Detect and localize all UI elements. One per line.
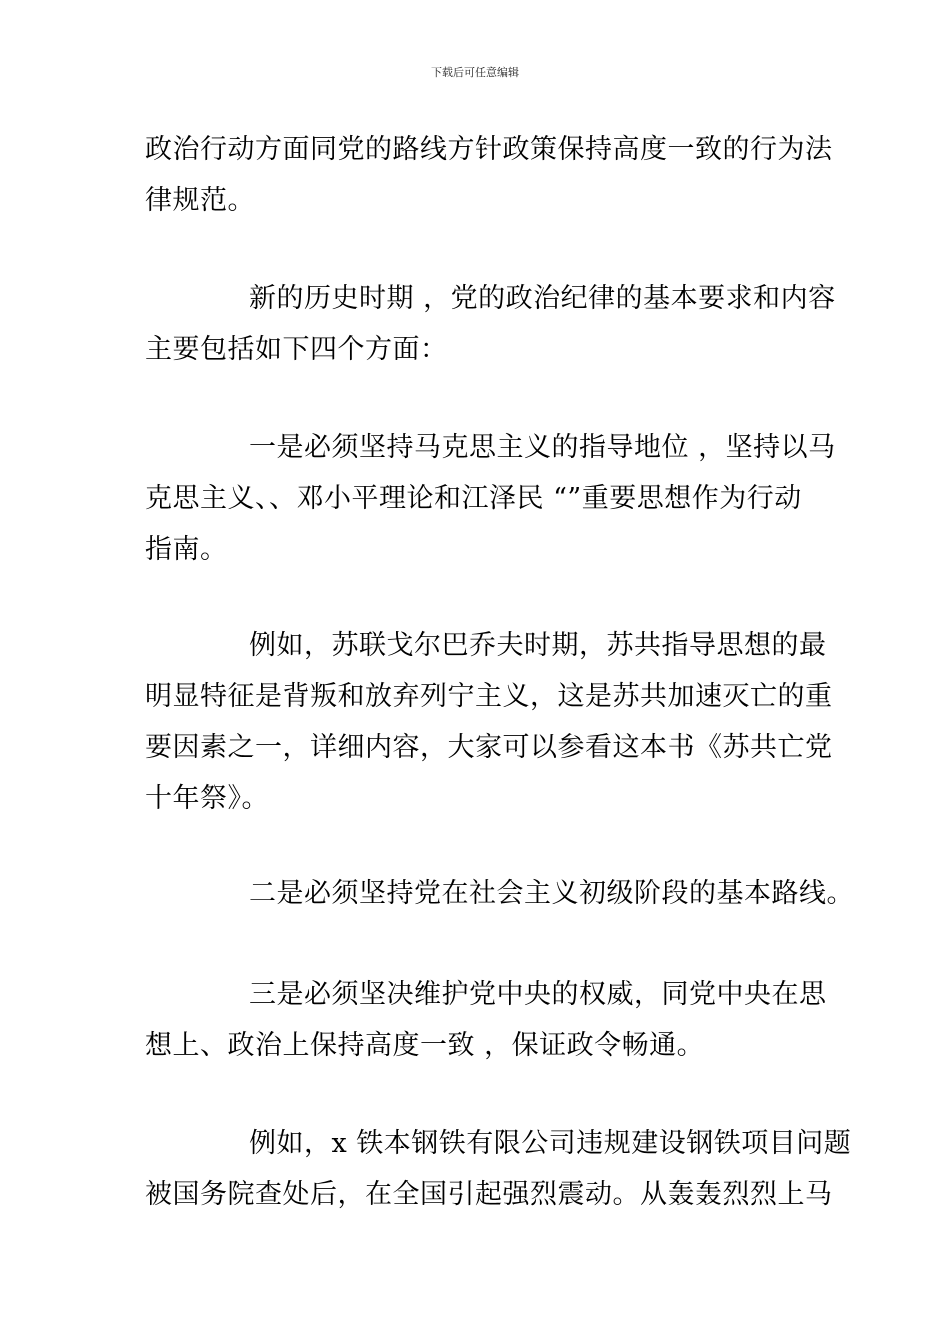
- paragraph-line: 明显特征是背叛和放弃列宁主义，这是苏共加速灭亡的重: [145, 681, 833, 712]
- paragraph-line: 被国务院查处后，在全国引起强烈震动。从轰轰烈烈上马: [145, 1179, 833, 1210]
- paragraph-4: [145, 620, 833, 824]
- paragraph-line: 三是必须坚决维护党中央的权威，同党中央在思: [249, 979, 827, 1010]
- paragraph-line: 一是必须坚持马克思主义的指导地位 ，坚持以马: [249, 432, 836, 463]
- paragraph-line: 十年祭》。: [145, 783, 269, 814]
- paragraph-3: [145, 422, 836, 575]
- paragraph-6: [145, 969, 827, 1071]
- paragraph-1: [145, 124, 833, 226]
- paragraph-line: 二是必须坚持党在社会主义初级阶段的基本路线。: [249, 878, 854, 909]
- page-header: 下载后可任意编辑: [431, 66, 519, 79]
- paragraph-line: 指南。: [145, 534, 228, 565]
- paragraph-line: 要因素之一，详细内容，大家可以参看这本书《苏共亡党: [145, 732, 833, 763]
- paragraph-7: [145, 1118, 851, 1220]
- paragraph-line: 例如，苏联戈尔巴乔夫时期，苏共指导思想的最: [249, 630, 827, 661]
- paragraph-line: 新的历史时期 ，党的政治纪律的基本要求和内容: [249, 283, 836, 314]
- paragraph-line: 政治行动方面同党的路线方针政策保持高度一致的行为法: [145, 134, 833, 165]
- paragraph-line: 律规范。: [145, 185, 255, 216]
- paragraph-2: [145, 273, 836, 375]
- paragraph-line: 主要包括如下四个方面：: [145, 334, 448, 365]
- paragraph-line: 想上、政治上保持高度一致 ，保证政令畅通。: [145, 1030, 705, 1061]
- paragraph-line: 例如，x 铁本钢铁有限公司违规建设钢铁项目问题: [249, 1128, 852, 1159]
- paragraph-line: 克思主义、、邓小平理论和江泽民 “”重要思想作为行动: [145, 483, 802, 514]
- paragraph-5: [145, 868, 854, 919]
